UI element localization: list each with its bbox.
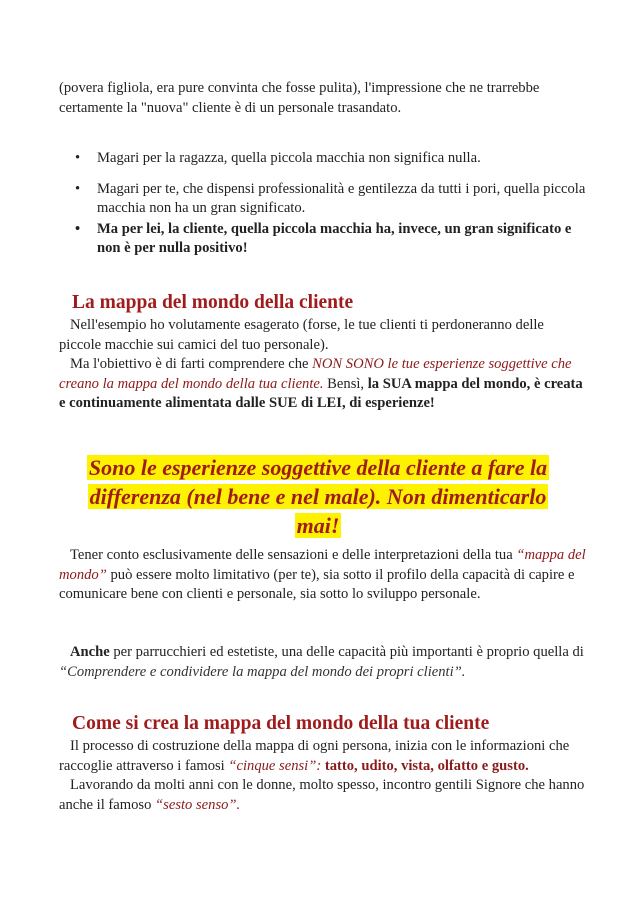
section-heading: La mappa del mondo della cliente bbox=[72, 292, 354, 313]
highlighted-callout: Sono le esperienze soggettive della cliente a fare la differenza (nel bene e nel male). Non dimenticarlo mai! bbox=[88, 455, 548, 538]
section1-paragraph-2: Ma l'obiettivo è di farti comprendere che NON SONO le tue esperienze soggettive che creano la mappa del mondo della tua cliente. Bensì, la SUA mappa del mondo, è creata e continuamente alimentata dalle SUE di LEI, di esperienze! bbox=[59, 356, 583, 411]
paragraph-parrucchieri: Anche per parrucchieri ed estetiste, una delle capacità più importanti è proprio quella di “Comprendere e condividere la mappa del mondo dei propri clienti”. bbox=[59, 644, 584, 680]
paragraph-mappa-limitativa: Tener conto esclusivamente delle sensazioni e delle interpretazioni della tua “mappa del mondo” può essere molto limitativo (per te), sia sotto il profilo della capacità di capire e comunicare bene con clienti e personale, sia sotto lo sviluppo personale. bbox=[59, 547, 586, 602]
section2-paragraph-1: Il processo di costruzione della mappa di ogni persona, inizia con le informazioni che raccoglie attraverso i famosi “cinque sensi”: tatto, udito, vista, olfatto e gusto. bbox=[59, 738, 570, 774]
bullet-list bbox=[59, 149, 589, 259]
section1-paragraph-1: Nell'esempio ho volutamente esagerato (forse, le tue clienti ti perdoneranno delle piccole macchie sui camici del tuo personale). bbox=[59, 317, 544, 353]
section2-paragraph-2: Lavorando da molti anni con le donne, molto spesso, incontro gentili Signore che hanno anche il famoso “sesto senso”. bbox=[59, 777, 585, 813]
list-item: • Magari per la ragazza, quella piccola macchia non significa nulla. bbox=[59, 149, 589, 169]
intro-text: (povera figliola, era pure convinta che fosse pulita), l'impressione che ne trarrebbe certamente la "nuova" cliente è di un personale trasandato. bbox=[59, 80, 540, 116]
bullet-icon: • bbox=[75, 180, 81, 197]
list-item: • Ma per lei, la cliente, quella piccola macchia ha, invece, un gran significato e non è per nulla positivo! bbox=[75, 220, 572, 256]
list-item: • Magari per te, che dispensi professionalità e gentilezza da tutti i pori, quella piccola macchia non ha un gran significato. bbox=[75, 180, 586, 216]
bullet-icon: • bbox=[75, 220, 81, 237]
intro-paragraph bbox=[59, 79, 589, 118]
bullet-icon: • bbox=[75, 150, 81, 166]
section-heading: Come si crea la mappa del mondo della tua cliente bbox=[72, 713, 490, 734]
